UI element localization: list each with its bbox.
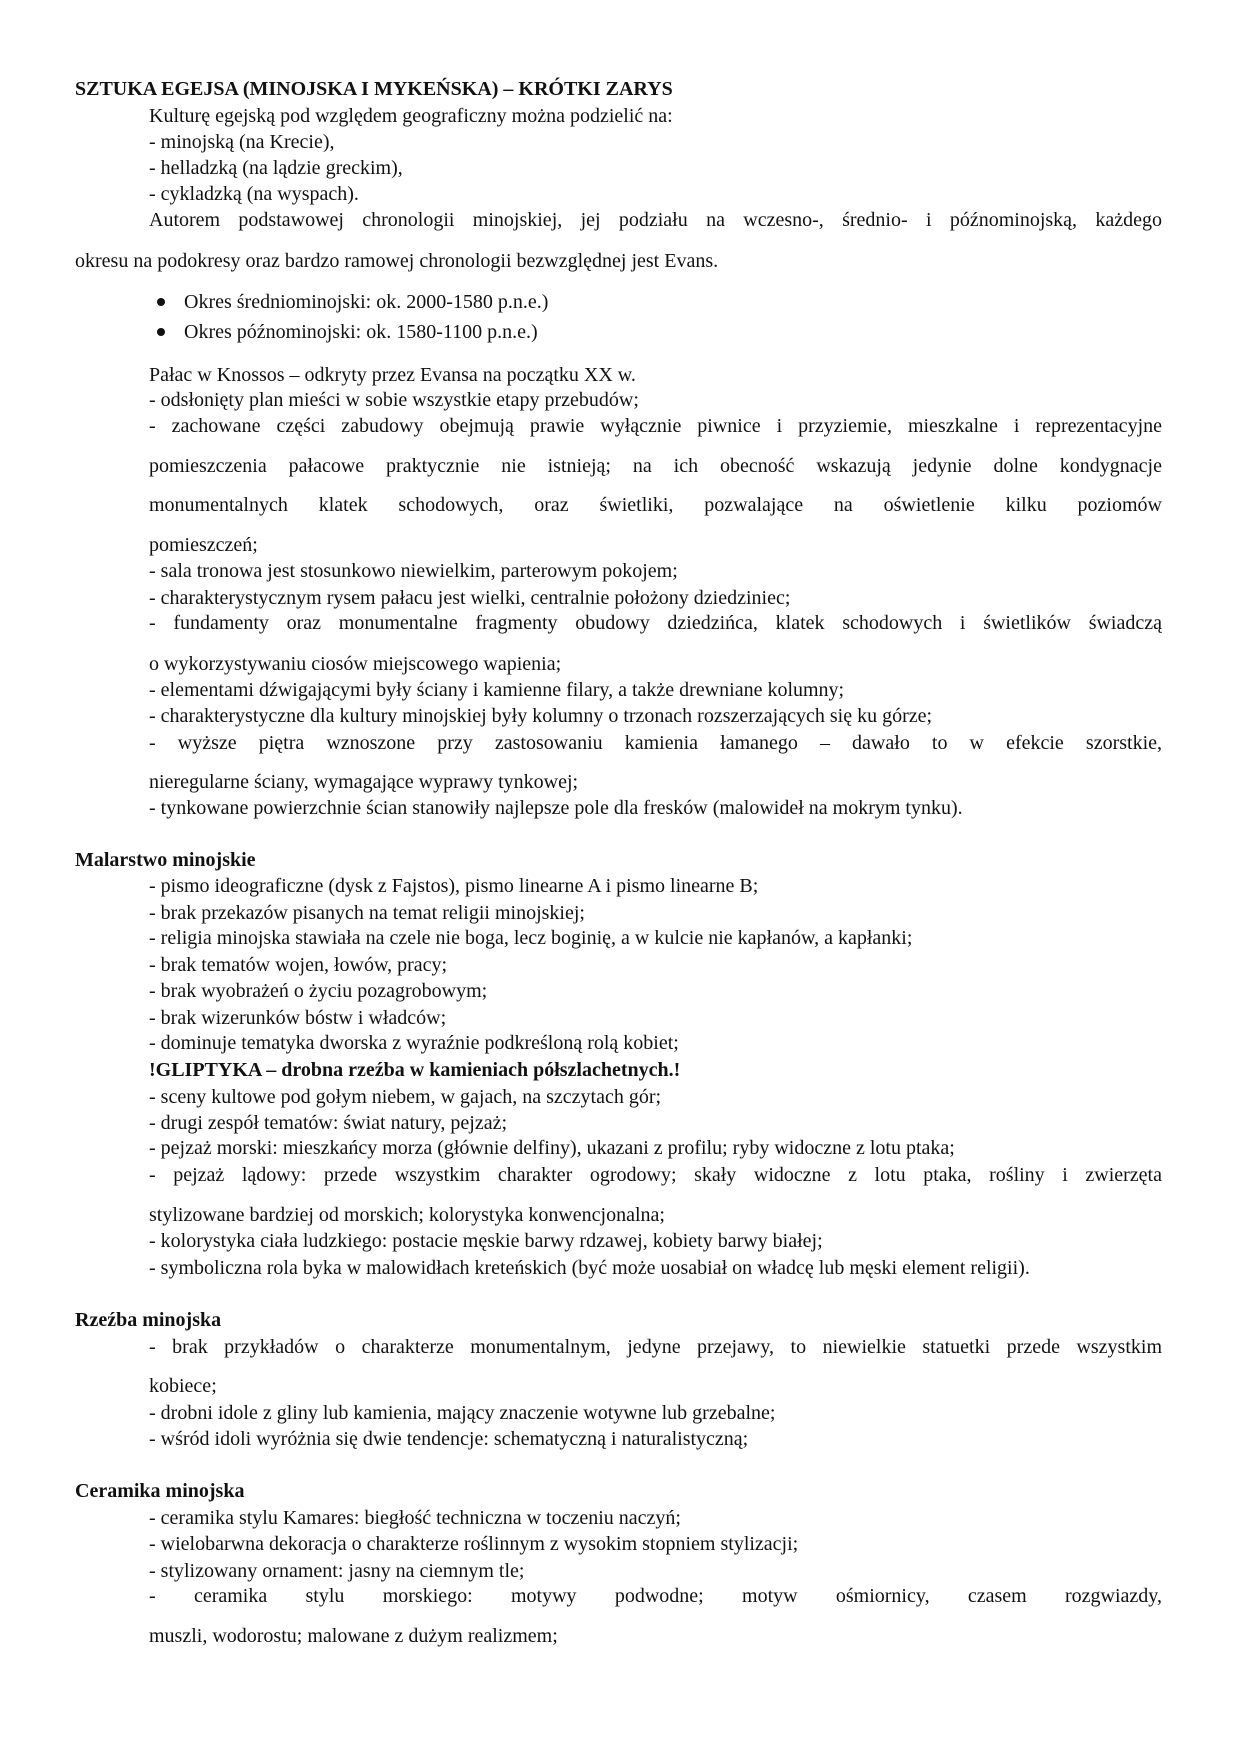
painting-line: - brak wizerunków bóstw i władców; (149, 1007, 447, 1029)
painting-line: - dominuje tematyka dworska z wyraźnie podkreśloną rolą kobiet; (149, 1032, 679, 1054)
palace-line: monumentalnych klatek schodowych, oraz świetliki, pozwalające na oświetlenie kilku poziomów (149, 494, 1162, 516)
palace-line: - odsłonięty plan mieści w sobie wszystkie etapy przebudów; (149, 389, 639, 411)
sculpture-line: - brak przykładów o charakterze monumentalnym, jedyne przejawy, to niewielkie statuetki przede wszystkim (149, 1336, 1162, 1358)
painting-line: stylizowane bardziej od morskich; kolorystyka konwencjonalna; (149, 1204, 665, 1226)
intro-lead: Kulturę egejską pod względem geograficzny można podzielić na: (149, 105, 673, 127)
palace-line: - wyższe piętra wznoszone przy zastosowaniu kamienia łamanego – dawało to w efekcie szorstkie, (149, 732, 1162, 754)
sculpture-line: - wśród idoli wyróżnia się dwie tendencje: schematyczną i naturalistyczną; (149, 1428, 749, 1450)
chronology-text: Autorem podstawowej chronologii minojskiej, jej podziału na wczesno-, średnio- i późnominojską, każdego (149, 209, 1162, 231)
painting-line: - symboliczna rola byka w malowidłach kreteńskich (być może uosabiał on władcę lub męski element religii). (149, 1257, 1030, 1279)
palace-line: - tynkowane powierzchnie ścian stanowiły najlepsze pole dla fresków (malowideł na mokrym tynku). (149, 797, 963, 819)
palace-line: o wykorzystywaniu ciosów miejscowego wapienia; (149, 653, 562, 675)
intro-item: - cykladzką (na wyspach). (149, 183, 359, 205)
intro-item: - helladzką (na lądzie greckim), (149, 157, 403, 179)
palace-line: - charakterystycznym rysem pałacu jest wielki, centralnie położony dziedziniec; (149, 587, 791, 609)
section-heading-sculpture: Rzeźba minojska (75, 1309, 222, 1331)
palace-line: - elementami dźwigającymi były ściany i kamienne filary, a także drewniane kolumny; (149, 679, 845, 701)
chronology-text: okresu na podokresy oraz bardzo ramowej chronologii bezwzględnej jest Evans. (75, 250, 719, 272)
painting-line: - kolorystyka ciała ludzkiego: postacie męskie barwy rdzawej, kobiety barwy białej; (149, 1230, 823, 1252)
palace-line: pomieszczeń; (149, 534, 258, 556)
ceramics-line: muszli, wodorostu; malowane z dużym realizmem; (149, 1625, 558, 1647)
bullet-item: Okres średniominojski: ok. 2000-1580 p.n.e.) (184, 291, 549, 313)
painting-line: - pejzaż lądowy: przede wszystkim charakter ogrodowy; skały widoczne z lotu ptaka, rośliny i zwierzęta (149, 1164, 1162, 1186)
painting-line: - pismo ideograficzne (dysk z Fajstos), pismo linearne A i pismo linearne B; (149, 875, 759, 897)
palace-line: - zachowane części zabudowy obejmują prawie wyłącznie piwnice i przyziemie, mieszkalne i reprezentacyjne (149, 415, 1162, 437)
section-heading-ceramics: Ceramika minojska (75, 1480, 245, 1502)
intro-item: - minojską (na Krecie), (149, 131, 335, 153)
palace-line: - fundamenty oraz monumentalne fragmenty obudowy dziedzińca, klatek schodowych i świetlików świadczą (149, 612, 1162, 634)
document-title: SZTUKA EGEJSA (MINOJSKA I MYKEŃSKA) – KRÓTKI ZARYS (75, 78, 673, 100)
painting-line: - pejzaż morski: mieszkańcy morza (głównie delfiny), ukazani z profilu; ryby widoczne z lotu ptaka; (149, 1137, 955, 1159)
sculpture-line: kobiece; (149, 1375, 217, 1397)
palace-line: - sala tronowa jest stosunkowo niewielkim, parterowym pokojem; (149, 560, 678, 582)
palace-line: pomieszczenia pałacowe praktycznie nie istnieją; na ich obecność wskazują jedynie dolne kondygnacje (149, 455, 1162, 477)
painting-line: - religia minojska stawiała na czele nie boga, lecz boginię, a w kulcie nie kapłanów, a kapłanki; (149, 927, 913, 949)
ceramics-line: - stylizowany ornament: jasny na ciemnym tle; (149, 1560, 525, 1582)
palace-line: nieregularne ściany, wymagające wyprawy tynkowej; (149, 771, 579, 793)
ceramics-line: - wielobarwna dekoracja o charakterze roślinnym z wysokim stopniem stylizacji; (149, 1533, 799, 1555)
ceramics-line: - ceramika stylu morskiego: motywy podwodne; motyw ośmiornicy, czasem rozgwiazdy, (149, 1585, 1162, 1607)
painting-line: - brak wyobrażeń o życiu pozagrobowym; (149, 980, 488, 1002)
painting-line: - drugi zespół tematów: świat natury, pejzaż; (149, 1112, 508, 1134)
palace-line: - charakterystyczne dla kultury minojskiej były kolumny o trzonach rozszerzających się ku górze; (149, 705, 933, 727)
bullet-icon (157, 298, 165, 306)
painting-line: - sceny kultowe pod gołym niebem, w gajach, na szczytach gór; (149, 1086, 662, 1108)
painting-line: - brak przekazów pisanych na temat religii minojskiej; (149, 902, 585, 924)
ceramics-line: - ceramika stylu Kamares: biegłość techniczna w toczeniu naczyń; (149, 1507, 681, 1529)
glyptics-heading: !GLIPTYKA – drobna rzeźba w kamieniach półszlachetnych.! (149, 1059, 681, 1081)
bullet-item: Okres późnominojski: ok. 1580-1100 p.n.e.) (184, 321, 538, 343)
section-heading-painting: Malarstwo minojskie (75, 849, 256, 871)
painting-line: - brak tematów wojen, łowów, pracy; (149, 954, 448, 976)
palace-lead: Pałac w Knossos – odkryty przez Evansa na początku XX w. (149, 364, 636, 386)
sculpture-line: - drobni idole z gliny lub kamienia, mający znaczenie wotywne lub grzebalne; (149, 1402, 776, 1424)
bullet-icon (157, 328, 165, 336)
